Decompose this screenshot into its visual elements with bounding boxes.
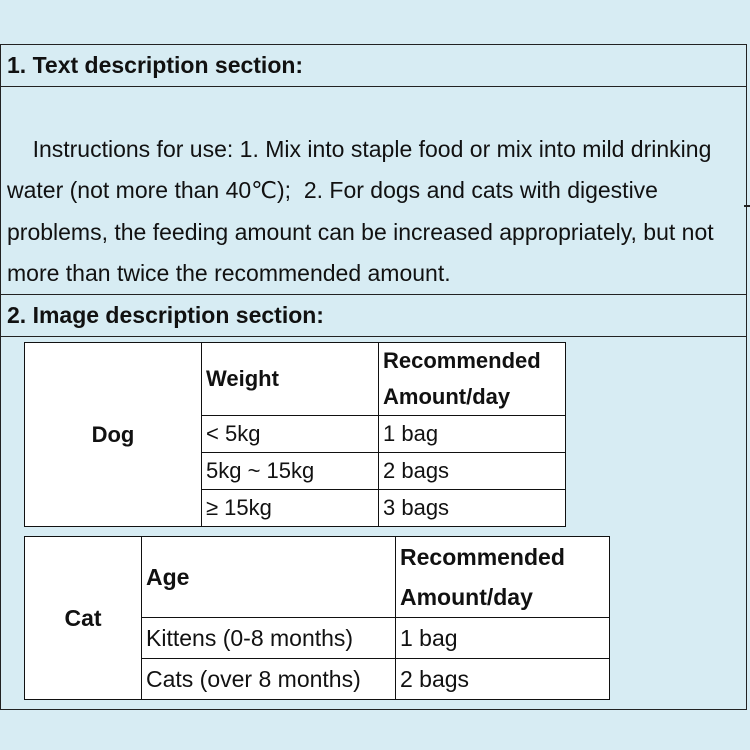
dog-weight-header: Weight bbox=[202, 343, 379, 416]
row-divider-tick bbox=[744, 205, 750, 207]
section1-heading: 1. Text description section: bbox=[7, 52, 304, 78]
dog-label: Dog bbox=[25, 343, 202, 527]
section2-heading: 2. Image description section: bbox=[7, 302, 324, 328]
dog-amount-header-line1: Recommended bbox=[383, 348, 541, 373]
cat-age-cell: Cats (over 8 months) bbox=[142, 659, 396, 700]
cat-amount-cell: 1 bag bbox=[396, 618, 610, 659]
section1-heading-cell[interactable] bbox=[0, 44, 747, 86]
section1-body-text: Instructions for use: 1. Mix into staple food or mix into mild drinking water (not more than 40℃); 2. For dogs and cats with digestive problems, the feeding amount can be increased appropriately, but not more than twice the recommended amount. bbox=[7, 135, 721, 286]
dog-weight-cell: < 5kg bbox=[202, 416, 379, 453]
cat-amount-header bbox=[396, 537, 610, 618]
cat-feeding-table[interactable] bbox=[24, 536, 610, 700]
dog-amount-cell: 3 bags bbox=[379, 490, 566, 527]
dog-feeding-table[interactable] bbox=[24, 342, 566, 527]
dog-amount-header-line2: Amount/day bbox=[383, 384, 511, 409]
cat-amount-header-line1: Recommended bbox=[400, 544, 565, 570]
dog-weight-cell: ≥ 15kg bbox=[202, 490, 379, 527]
cat-amount-cell: 2 bags bbox=[396, 659, 610, 700]
cat-amount-header-line2: Amount/day bbox=[400, 584, 533, 610]
dog-amount-header bbox=[379, 343, 566, 416]
dog-amount-cell: 1 bag bbox=[379, 416, 566, 453]
section2-heading-cell[interactable] bbox=[0, 294, 747, 336]
dog-weight-cell: 5kg ~ 15kg bbox=[202, 453, 379, 490]
cat-age-header: Age bbox=[142, 537, 396, 618]
dog-amount-cell: 2 bags bbox=[379, 453, 566, 490]
cat-label: Cat bbox=[25, 537, 142, 700]
cat-age-cell: Kittens (0-8 months) bbox=[142, 618, 396, 659]
section1-body-cell[interactable] bbox=[0, 86, 747, 294]
